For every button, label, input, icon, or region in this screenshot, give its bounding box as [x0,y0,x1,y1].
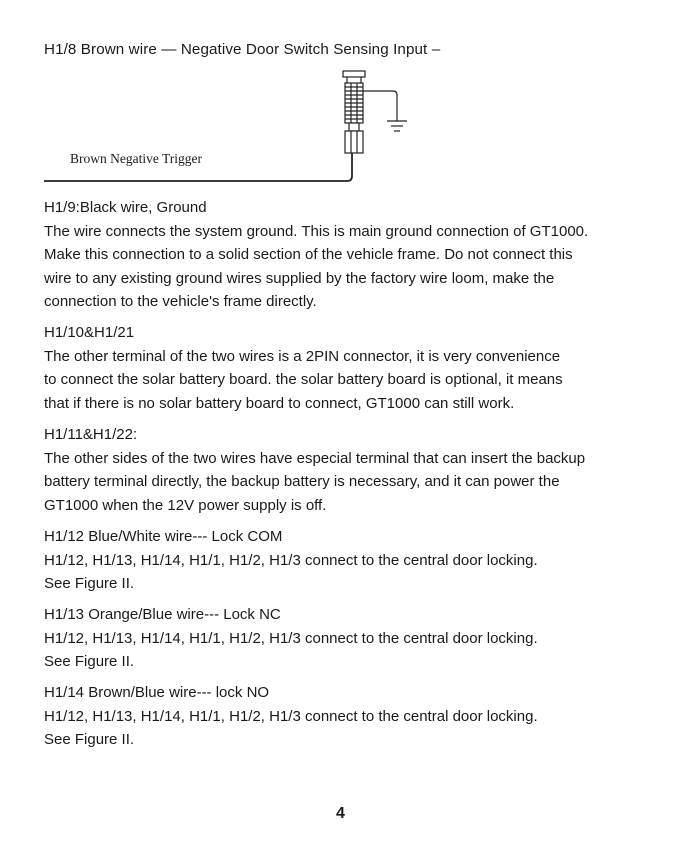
diagram-label: Brown Negative Trigger [70,151,202,166]
section-title: H1/9:Black wire, Ground [44,199,207,216]
body-line: See Figure II. [44,653,135,670]
body-line: to connect the solar battery board. the solar battery board is optional, it means [44,371,563,388]
body-line: The other terminal of the two wires is a 2PIN connector, it is very convenience [44,347,561,365]
section-title: H1/12 Blue/White wire--- Lock COM [44,528,283,545]
section-h1-10-h1-21 [44,321,654,415]
body-line: H1/12, H1/13, H1/14, H1/1, H1/2, H1/3 connect to the central door locking. [44,707,538,725]
section-heading-h1-8: H1/8 Brown wire — Negative Door Switch Sensing Input – [44,41,441,58]
switch-cap [343,71,365,77]
body-line: GT1000 when the 12V power supply is off. [44,496,327,514]
ground-wire [363,91,397,121]
section-h1-12 [44,525,654,596]
body-line: H1/12, H1/13, H1/14, H1/1, H1/2, H1/3 connect to the central door locking. [44,629,538,647]
body-line: See Figure II. [44,731,135,748]
body-line: connection to the vehicle's frame directly. [44,293,317,310]
switch-neck [349,123,359,131]
section-title: H1/10&H1/21 [44,324,135,341]
body-line: See Figure II. [44,575,135,592]
body-line: H1/12, H1/13, H1/14, H1/1, H1/2, H1/3 connect to the central door locking. [44,551,538,569]
body-line: battery terminal directly, the backup battery is necessary, and it can power the [44,473,560,490]
section-title: H1/13 Orange/Blue wire--- Lock NC [44,606,281,623]
section-h1-9 [44,196,654,314]
section-h1-14 [44,681,654,752]
body-line: The wire connects the system ground. This is main ground connection of GT1000. [44,222,589,240]
section-title: H1/11&H1/22: [44,426,138,443]
body-line: that if there is no solar battery board to connect, GT1000 can still work. [44,394,515,412]
body-line: wire to any existing ground wires supplied by the factory wire loom, make the [44,269,555,287]
body-line: Make this connection to a solid section of the vehicle frame. Do not connect this [44,246,573,263]
section-title: H1/14 Brown/Blue wire--- lock NO [44,684,270,701]
page-number: 4 [336,805,345,822]
section-h1-11-h1-22 [44,423,654,517]
section-h1-13 [44,603,654,674]
body-line: The other sides of the two wires have especial terminal that can insert the backup [44,449,586,467]
door-switch-diagram [0,60,681,190]
switch-terminal [345,131,363,153]
